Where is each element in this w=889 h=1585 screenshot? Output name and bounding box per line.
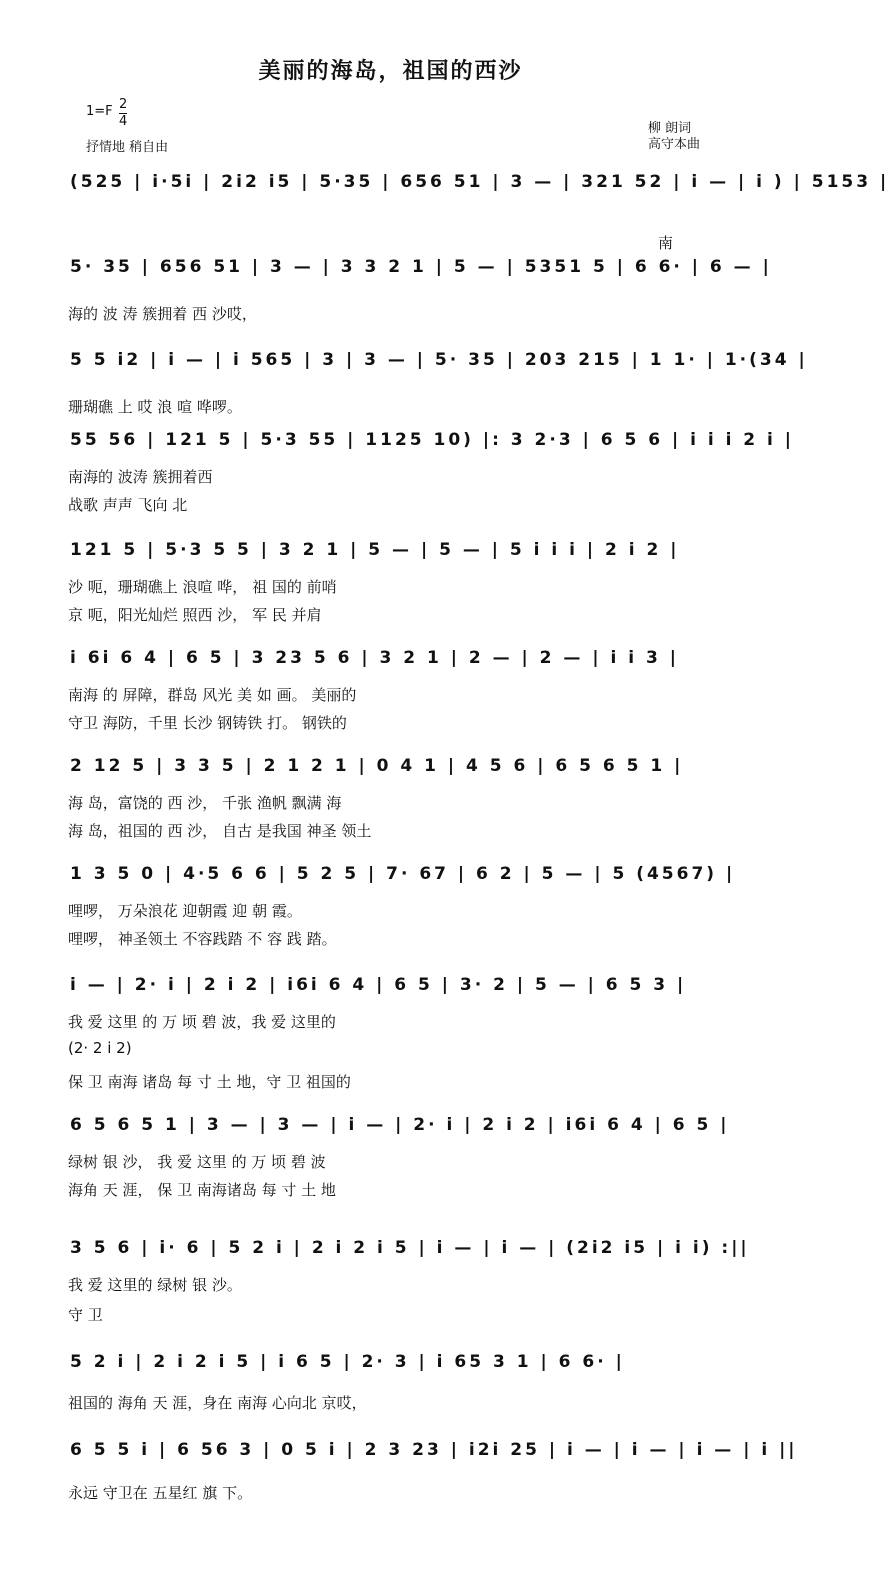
score-lyric-line: 珊瑚礁 上 哎 浪 喧 哗啰。 [68,398,242,416]
score-music-line: 3 5 6 | i· 6 | 5 2 i | 2 i 2 i 5 | i — | i — | (2i2 i5 | i i) :|| [70,1238,750,1258]
score-lyric-line: 海的 波 涛 簇拥着 西 沙哎， [68,305,257,323]
score-lyric-line: 永远 守卫在 五星红 旗 下。 [68,1484,253,1502]
lyricist: 柳 朗词 [648,121,692,136]
score-lyric-line: 绿树 银 沙， 我 爱 这里 的 万 顷 碧 波 [68,1153,326,1171]
score-lyric-line: 沙 呃，珊瑚礁上 浪喧 哗， 祖 国的 前哨 [68,578,337,596]
score-music-line: 121 5 | 5·3 5 5 | 3 2 1 | 5 — | 5 — | 5 i i i | 2 i 2 | [70,540,680,560]
score-lyric-line: 我 爱 这里的 绿树 银 沙。 [68,1276,242,1294]
score-lyric-line: 海 岛，祖国的 西 沙， 自古 是我国 神圣 领土 [68,822,372,840]
score-music-line: 6 5 6 5 1 | 3 — | 3 — | i — | 2· i | 2 i 2 | i6i 6 4 | 6 5 | [70,1115,730,1135]
score-music-line: (525 | i·5i | 2i2 i5 | 5·35 | 656 51 | 3 — | 321 52 | i — | i ) | 5153 | [70,172,889,192]
score-music-line: i — | 2· i | 2 i 2 | i6i 6 4 | 6 5 | 3· 2 | 5 — | 6 5 3 | [70,975,687,995]
score-lyric-line: 祖国的 海角 天 涯，身在 南海 心向北 京哎， [68,1394,367,1412]
score-lyric-line: 南 [658,234,674,252]
score-music-line: 5 5 i2 | i — | i 565 | 3 | 3 — | 5· 35 | 203 215 | 1 1· | 1·(34 | [70,350,808,370]
score-lyric-line: 战歌 声声 飞向 北 [68,496,188,514]
score-lyric-line: 京 呃，阳光灿烂 照西 沙， 军 民 并肩 [68,606,322,624]
score-lyric-line: 海 岛，富饶的 西 沙， 千张 渔帆 飘满 海 [68,794,342,812]
score-lyric-line: 南海的 波涛 簇拥着西 [68,468,213,486]
score-lyric-line: 南海 的 屏障，群岛 风光 美 如 画。 美丽的 [68,686,357,704]
meter-numerator: 2 [119,97,128,112]
score-lyric-line: 我 爱 这里 的 万 顷 碧 波，我 爱 这里的 [68,1013,336,1031]
score-music-line: 55 56 | 121 5 | 5·3 55 | 1125 10) |: 3 2·3 | 6 5 6 | i i i 2 i | [70,430,795,450]
tempo-marking: 抒情地 稍自由 [86,140,169,155]
credits [648,121,700,153]
key-signature: 1=F [86,104,113,119]
score-lyric-line: 保 卫 南海 诸岛 每 寸 土 地，守 卫 祖国的 [68,1073,351,1091]
score-lyric-line: 海角 天 涯， 保 卫 南海诸岛 每 寸 土 地 [68,1181,336,1199]
score-music-line: 5 2 i | 2 i 2 i 5 | i 6 5 | 2· 3 | i 65 3 1 | 6 6· | [70,1352,625,1372]
score-music-line: i 6i 6 4 | 6 5 | 3 23 5 6 | 3 2 1 | 2 — | 2 — | i i 3 | [70,648,679,668]
time-signature [119,97,127,130]
score-lyric-line: 守卫 海防，千里 长沙 钢铸铁 打。 钢铁的 [68,714,347,732]
score-lyric-line: 哩啰， 万朵浪花 迎朝霞 迎 朝 霞。 [68,902,302,920]
score-lyric-line: (2· 2 i 2) [68,1039,132,1057]
score-music-line: 6 5 5 i | 6 56 3 | 0 5 i | 2 3 23 | i2i 25 | i — | i — | i — | i || [70,1440,798,1460]
composer: 高守本曲 [648,137,701,152]
meter-denominator: 4 [119,114,128,129]
score-music-line: 1 3 5 0 | 4·5 6 6 | 5 2 5 | 7· 67 | 6 2 | 5 — | 5 (4567) | [70,864,736,884]
song-title: 美丽的海岛，祖国的西沙 [258,59,523,84]
score-music-line: 2 12 5 | 3 3 5 | 2 1 2 1 | 0 4 1 | 4 5 6 | 6 5 6 5 1 | [70,756,684,776]
score-music-line: 5· 35 | 656 51 | 3 — | 3 3 2 1 | 5 — | 5351 5 | 6 6· | 6 — | [70,257,772,277]
score-lyric-line: 哩啰， 神圣领土 不容践踏 不 容 践 踏。 [68,930,337,948]
score-lyric-line: 守 卫 [68,1306,103,1324]
